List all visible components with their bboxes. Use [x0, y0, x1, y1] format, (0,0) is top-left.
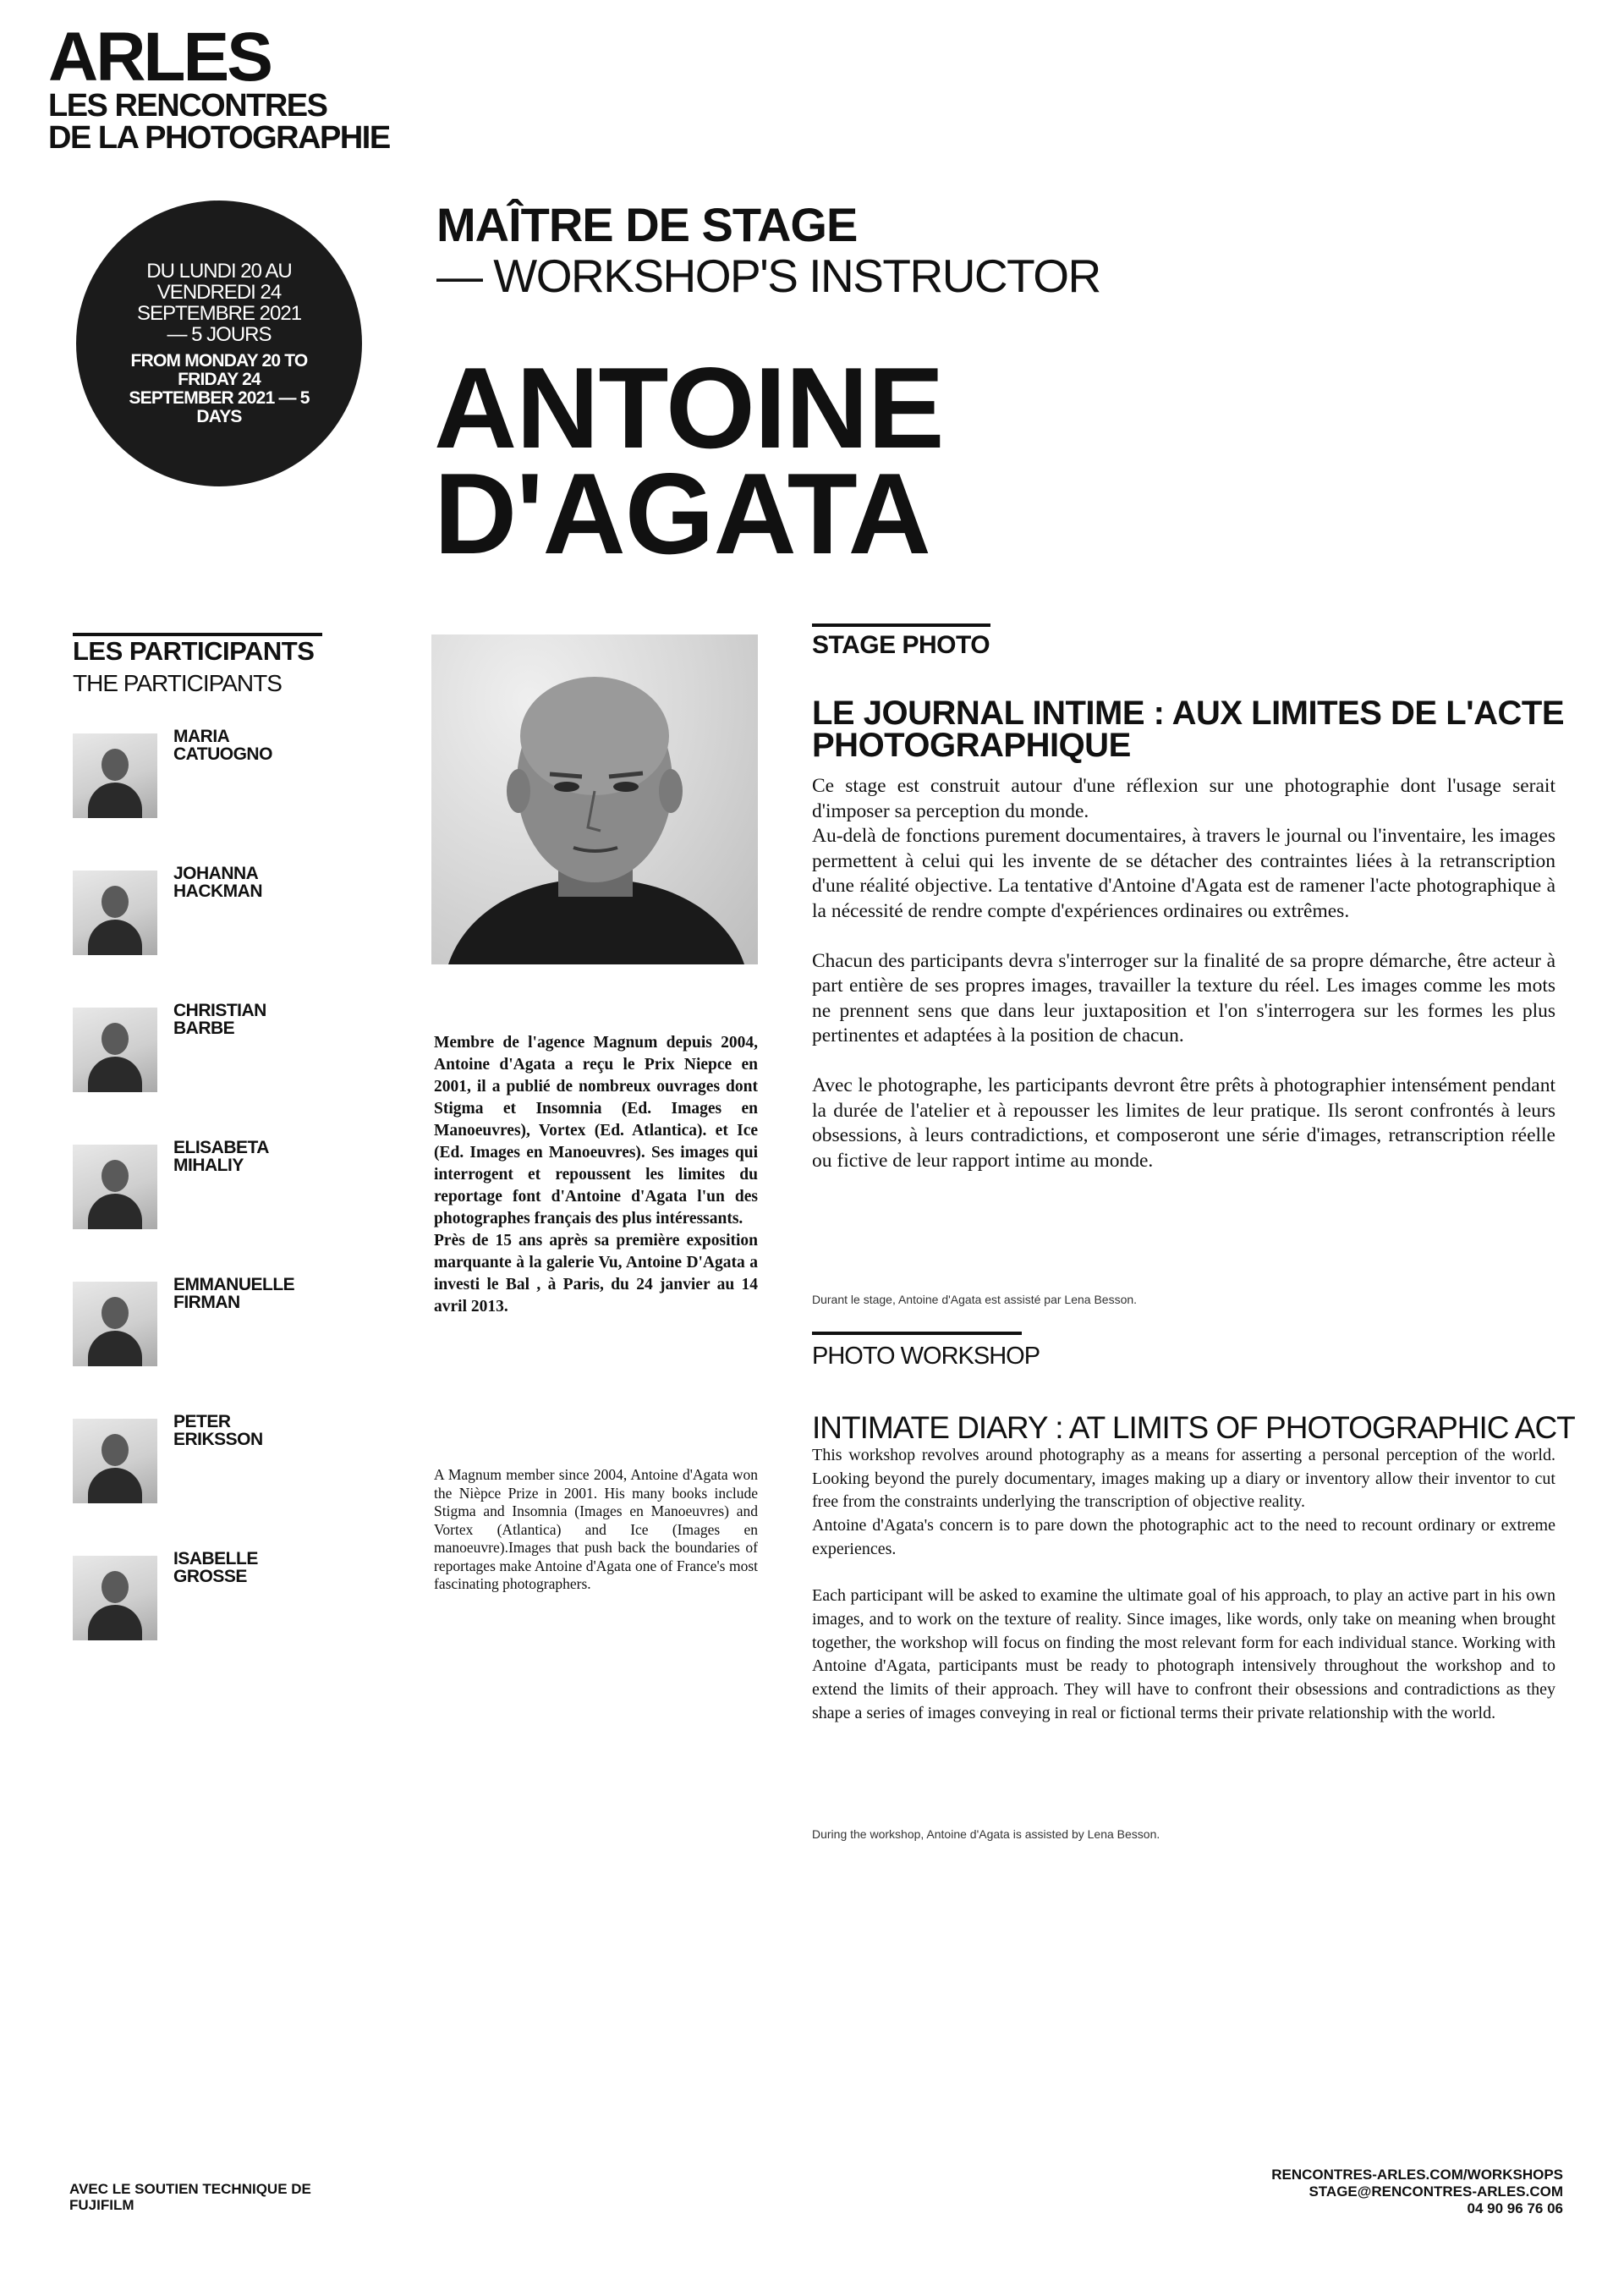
stage-en-note: During the workshop, Antoine d'Agata is assisted by Lena Besson. [812, 1827, 1160, 1841]
stage-en-body [812, 1444, 1555, 1749]
logo-line-1: LES RENCONTRES [48, 88, 327, 124]
participant-name: PETER ERIKSSON [173, 1412, 263, 1449]
sponsor-credit [69, 2181, 311, 2213]
participant-photo [73, 1282, 157, 1366]
stage-en-label: PHOTO WORKSHOP [812, 1343, 1040, 1370]
stage-fr-body [812, 774, 1555, 1199]
participant-name: EMMANUELLE FIRMAN [173, 1275, 295, 1312]
website-link[interactable]: RENCONTRES-ARLES.COM/WORKSHOPS [1271, 2167, 1563, 2183]
stage-fr-title: LE JOURNAL INTIME : AUX LIMITES DE L'ACTE PHOTOGRAPHIQUE [812, 695, 1565, 764]
stage-en-paragraph: Each participant will be asked to examine the ultimate goal of his approach, to play an active part in his own images, and to work on the texture of reality. Since images, like words, only take on meaning when brought together, the workshop will focus on finding the most relevant form for each individual stance. Working with Antoine d'Agata, participants must be ready to photograph intensively throughout the workshop and to extend the limits of their approach. They will have to confront their obsessions and contradictions as they shape a series of images conveying in real or fictional terms their private relationship with the world. [812, 1586, 1555, 1722]
participant-item [73, 1413, 377, 1550]
stage-fr-label: STAGE PHOTO [812, 631, 990, 659]
bio-fr [434, 1032, 758, 1318]
stage-en-title: INTIMATE DIARY : AT LIMITS OF PHOTOGRAPHIC ACT [812, 1410, 1575, 1445]
bio-fr-paragraph: Membre de l'agence Magnum depuis 2004, Antoine d'Agata a reçu le Prix Niepce en 2001, il a publié de nombreux ouvrages dont Stigma et Insomnia (Ed. Images en Manoeuvres), Vortex (Ed. Atlantica). et Ice (Ed. Images en Manoeuvres). Ses images qui interrogent et repoussent les limites du reportage font d'Antoine d'Agata l'un des photographes français des plus intéressants. [434, 1034, 758, 1228]
logo-line-2: DE LA PHOTOGRAPHIE [48, 120, 390, 156]
participant-photo [73, 733, 157, 818]
participant-name: ELISABETA MIHALIY [173, 1138, 269, 1175]
festival-logo [48, 19, 390, 156]
role-en: — WORKSHOP'S INSTRUCTOR [436, 250, 1100, 302]
logo-title: ARLES [48, 19, 271, 96]
participant-item [73, 1139, 377, 1276]
stage-fr-paragraph: Chacun des participants devra s'interroger sur la finalité de sa propre démarche, être acteur à part entière de ses propres images, travailler la texture du réel. Les images comme les mots ne prennent sens que dans leur juxtaposition et l'on s'interrogera sur les formes les plus pertinentes et adaptées à la position de chacun. [812, 949, 1555, 1046]
sponsor-line: AVEC LE SOUTIEN TECHNIQUE DE [69, 2181, 311, 2197]
stage-fr-divider [812, 623, 990, 627]
participant-item [73, 728, 377, 865]
participant-name: CHRISTIAN BARBE [173, 1001, 266, 1038]
participants-title: LES PARTICIPANTS [73, 636, 315, 666]
sponsor-name: FUJIFILM [69, 2197, 134, 2213]
email-link[interactable]: STAGE@RENCONTRES-ARLES.COM [1309, 2183, 1563, 2200]
participants-subtitle: THE PARTICIPANTS [73, 670, 282, 696]
stage-en-paragraph: This workshop revolves around photography as a means for asserting a personal perception of the world. Looking beyond the purely documentary, images making up a diary or inventory allow their inventor to cut free from the constraints underlying the transcription of objective reality. [812, 1446, 1555, 1512]
participants-list [73, 728, 377, 1687]
phone-number: 04 90 96 76 06 [1467, 2200, 1563, 2216]
date-badge [76, 200, 362, 486]
participant-photo [73, 871, 157, 955]
instructor-name [434, 343, 944, 578]
portrait-illustration [431, 634, 758, 964]
bio-en: A Magnum member since 2004, Antoine d'Agata won the Nièpce Prize in 2001. His many books include Stigma and Insomnia (Images en Manoeuvres) and Vortex (Atlantica) and Ice (Images en manoeuvre).Images that push back the boundaries of reportages make Antoine d'Agata one of France's most fascinating photographers. [434, 1466, 758, 1592]
stage-fr-paragraph: Ce stage est construit autour d'une réflexion sur une photographie dont l'usage serait d'imposer sa perception du monde. [812, 775, 1555, 822]
stage-en-divider [812, 1332, 1022, 1335]
stage-fr-note: Durant le stage, Antoine d'Agata est assisté par Lena Besson. [812, 1293, 1138, 1306]
dates-fr: DU LUNDI 20 AU VENDREDI 24 SEPTEMBRE 2021 — 5 JOURS [136, 260, 302, 346]
contact-info [1271, 2167, 1563, 2217]
instructor-role [436, 200, 1100, 301]
participant-photo [73, 1008, 157, 1092]
dates-en: FROM MONDAY 20 TO FRIDAY 24 SEPTEMBER 2021 — 5 DAYS [129, 351, 310, 426]
participant-name: MARIA CATUOGNO [173, 727, 272, 764]
participant-photo [73, 1419, 157, 1503]
instructor-portrait [431, 634, 758, 964]
participant-photo [73, 1145, 157, 1229]
bio-fr-paragraph: Près de 15 ans après sa première exposition marquante à la galerie Vu, Antoine D'Agata a investi le Bal , à Paris, du 24 janvier au 14 avril 2013. [434, 1232, 758, 1316]
name-line-2: D'AGATA [434, 449, 930, 578]
participant-item [73, 1002, 377, 1139]
participant-item [73, 1550, 377, 1687]
name-line-1: ANTOINE [434, 343, 944, 472]
stage-fr-paragraph: Avec le photographe, les participants devront être prêts à photographier intensément pendant la durée de l'atelier et à repousser les limites de leur pratique. Ils seront confrontés à leurs obsessions, à leurs contradictions, et composeront une série d'images, retranscription réelle ou fictive de leur rapport intime au monde. [812, 1074, 1555, 1172]
participant-item [73, 1276, 377, 1413]
participant-name: JOHANNA HACKMAN [173, 864, 262, 901]
stage-fr-paragraph: Au-delà de fonctions purement documentaires, à travers le journal ou l'inventaire, les images permettent à celui qui les invente de se détacher des contraintes liées à la retranscription d'une réalité objective. La tentative d'Antoine d'Agata est de ramener l'acte photographique à la nécessité de rendre compte d'expériences ordinaires ou extrêmes. [812, 825, 1555, 922]
participant-name: ISABELLE GROSSE [173, 1549, 258, 1586]
participant-item [73, 865, 377, 1002]
participant-photo [73, 1556, 157, 1640]
role-fr: MAÎTRE DE STAGE [436, 198, 858, 251]
stage-en-paragraph: Antoine d'Agata's concern is to pare down the photographic act to the need to recount ordinary or extreme experiences. [812, 1516, 1555, 1558]
